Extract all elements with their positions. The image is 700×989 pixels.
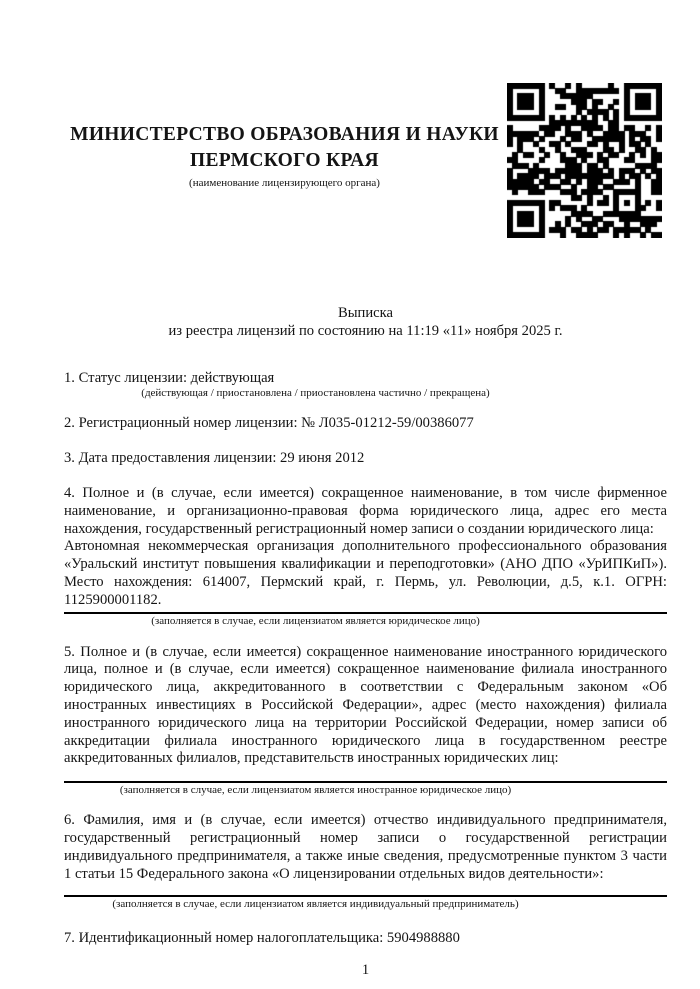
item-6-individual-entrepreneur-info: 6. Фамилия, имя и (в случае, если имеется) отчество индивидуального предпринимателя, государственный регистрационный номер записи о государственной регистрации индивидуального предпринимателя, а также иные сведения, предусмотренные пунктом 3 части 1 статьи 15 Федерального закона «О лицензировании отдельных видов деятельности»: — [64, 812, 667, 882]
document-title-line2: из реестра лицензий по состоянию на 11:19 «11» ноября 2025 г. — [168, 322, 563, 339]
ministry-name — [64, 122, 505, 174]
fill-rule-individual-entrepreneur — [64, 895, 667, 897]
license-status-options-caption: (действующая / приостановлена / приостановлена частично / прекращена) — [141, 387, 490, 400]
document-body — [0, 305, 700, 980]
fill-rule-foreign-entity — [64, 781, 667, 783]
document-title — [64, 305, 667, 341]
page-number: 1 — [361, 962, 370, 979]
item-4-legal-entity-info — [64, 485, 667, 610]
qr-code-icon — [507, 83, 662, 238]
document-header — [0, 0, 700, 238]
rule-caption-legal-entity: (заполняется в случае, если лицензиатом является юридическое лицо) — [151, 614, 480, 627]
item-4-legal-entity-value: Автономная некоммерческая организация дополнительного профессионального образования «Уральский институт повышения квалификации и переподготовки» (АНО ДПО «УрИПКиП»). Место нахождения: 614007, Пермский край, г. Пермь, ул. Революции, д.5, к.1. ОГРН: 1125900001182. — [64, 538, 667, 608]
document-title-line1: Выписка — [338, 305, 393, 321]
item-1-license-status: 1. Статус лицензии: действующая — [64, 369, 275, 386]
issuing-authority — [64, 0, 505, 190]
issuing-authority-caption: (наименование лицензирующего органа) — [189, 177, 380, 189]
item-7-taxpayer-number: 7. Идентификационный номер налогоплательщика: 5904988880 — [64, 930, 460, 947]
item-4-label: 4. Полное и (в случае, если имеется) сокращенное наименование, в том числе фирменное наименование, и организационно-правовая форма юридического лица, адрес его места нахождения, государственный регистрационный номер записи о создании юридического лица: — [64, 484, 667, 537]
item-5-foreign-entity-info: 5. Полное и (в случае, если имеется) сокращенное наименование иностранного юридического лица, полное и (в случае, если имеется) сокращенное наименование филиала иностранного юридического лица, аккредитованного в соответствии с Федеральным законом «Об иностранных инвестициях в Российской Федерации», адрес (место нахождения) филиала иностранного юридического лица на территории Российской Федерации, номер записи об аккредитации филиала иностранного юридического лица в государственном реестре аккредитованных филиалов, представительств иностранных юридических лиц: — [64, 643, 667, 767]
fill-rule-legal-entity — [64, 612, 667, 614]
ministry-name-line2: ПЕРМСКОГО КРАЯ — [190, 150, 379, 171]
rule-caption-individual-entrepreneur: (заполняется в случае, если лицензиатом является индивидуальный предприниматель) — [112, 898, 519, 911]
ministry-name-line1: МИНИСТЕРСТВО ОБРАЗОВАНИЯ И НАУКИ — [70, 124, 499, 145]
rule-caption-foreign-entity: (заполняется в случае, если лицензиатом является иностранное юридическое лицо) — [119, 784, 512, 797]
item-2-registration-number: 2. Регистрационный номер лицензии: № Л035-01212-59/00386077 — [64, 415, 474, 432]
item-3-grant-date: 3. Дата предоставления лицензии: 29 июня 2012 — [64, 450, 365, 467]
